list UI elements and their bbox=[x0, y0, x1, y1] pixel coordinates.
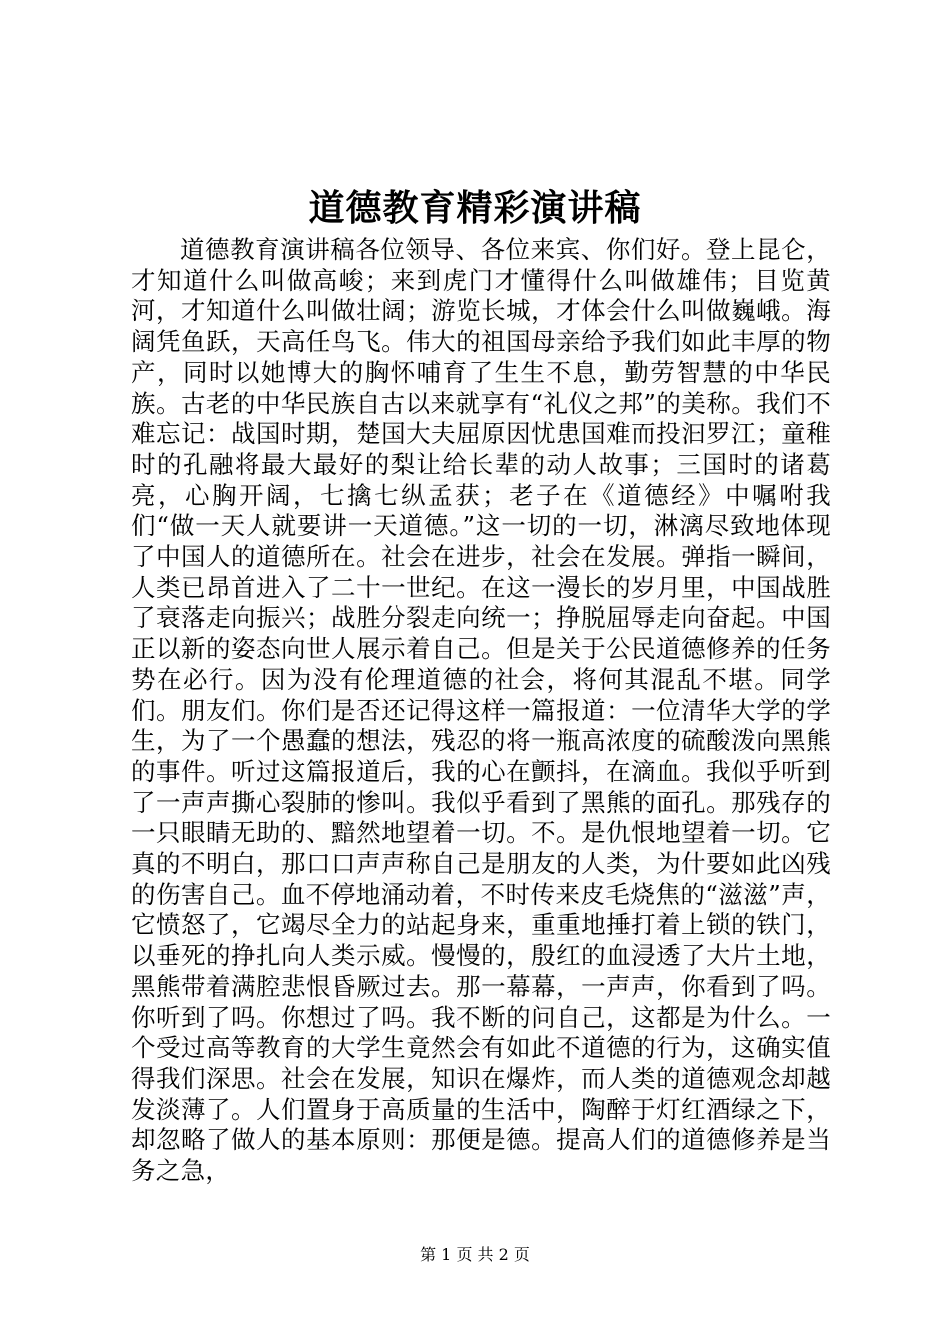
body-paragraph: 道德教育演讲稿各位领导、各位来宾、你们好。登上昆仑，才知道什么叫做高峻；来到虎门才懂得什么叫做雄伟；目览黄河，才知道什么叫做壮阔；游览长城，才体会什么叫做巍峨。海阔凭鱼跃，天高任鸟飞。伟大的祖国母亲给予我们如此丰厚的物产，同时以她博大的胸怀哺育了生生不息，勤劳智慧的中华民族。古老的中华民族自古以来就享有“礼仪之邦”的美称。我们不难忘记：战国时期，楚国大夫屈原因忧患国难而投汩罗江；童稚时的孔融将最大最好的梨让给长辈的动人故事；三国时的诸葛亮，心胸开阔，七擒七纵孟获；老子在《道德经》中嘱咐我们“做一天人就要讲一天道德。”这一切的一切，淋漓尽致地体现了中国人的道德所在。社会在进步，社会在发展。弹指一瞬间，人类已昂首进入了二十一世纪。在这一漫长的岁月里，中国战胜了衰落走向振兴；战胜分裂走向统一；挣脱屈辱走向奋起。中国正以新的姿态向世人展示着自己。但是关于公民道德修养的任务势在必行。因为没有伦理道德的社会，将何其混乱不堪。同学们。朋友们。你们是否还记得这样一篇报道：一位清华大学的学生，为了一个愚蠢的想法，残忍的将一瓶高浓度的硫酸泼向黑熊的事件。听过这篇报道后，我的心在颤抖，在滴血。我似乎听到了一声声撕心裂肺的惨叫。我似乎看到了黑熊的面孔。那残存的一只眼睛无助的、黯然地望着一切。不。是仇恨地望着一切。它真的不明白，那口口声声称自己是朋友的人类，为什要如此凶残的伤害自己。血不停地涌动着，不时传来皮毛烧焦的“滋滋”声，它愤怒了，它竭尽全力的站起身来，重重地捶打着上锁的铁门，以垂死的挣扎向人类示威。慢慢的，殷红的血浸透了大片土地，黑熊带着满腔悲恨昏厥过去。那一幕幕，一声声，你看到了吗。你听到了吗。你想过了吗。我不断的问自己，这都是为什么。一个受过高等教育的大学生竟然会有如此不道德的行为，这确实值得我们深思。社会在发展，知识在爆炸，而人类的道德观念却越发淡薄了。人们置身于高质量的生活中，陶醉于灯红酒绿之下，却忽略了做人的基本原则：那便是德。提高人们的道德修养是当务之急， bbox=[131, 235, 831, 1186]
page-footer: 第 1 页 共 2 页 bbox=[420, 1245, 530, 1264]
document-title: 道德教育精彩演讲稿 bbox=[308, 187, 642, 229]
